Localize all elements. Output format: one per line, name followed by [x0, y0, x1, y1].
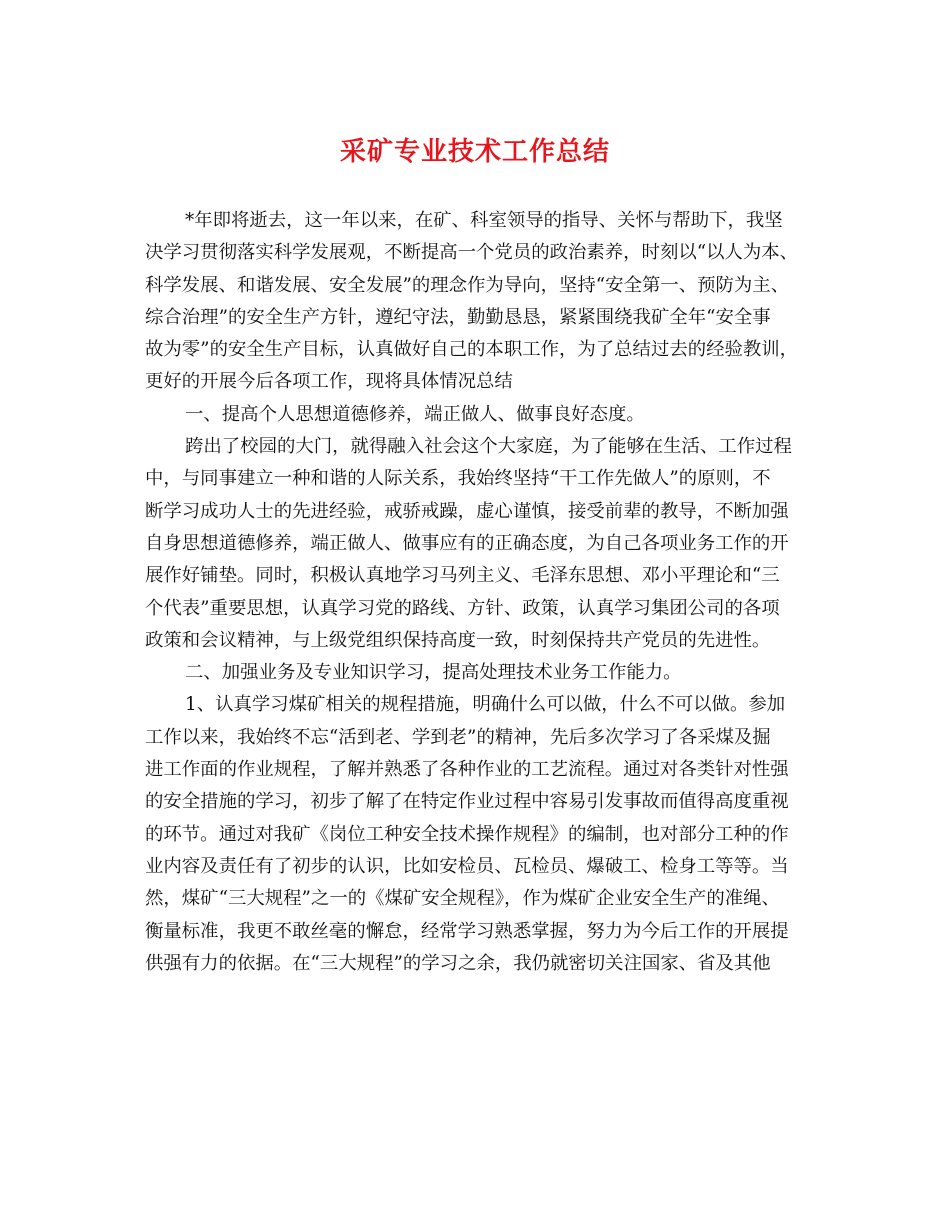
- paragraph-line: *年即将逝去，这一年以来，在矿、科室领导的指导、关怀与帮助下，我坚: [185, 210, 783, 231]
- document-title: 采矿专业技术工作总结: [339, 137, 610, 167]
- paragraph-line: 综合治理”的安全生产方针，遵纪守法，勤勤恳恳，紧紧围绕我矿全年“安全事: [145, 306, 771, 328]
- paragraph-line: 衡量标准，我更不敢丝毫的懈怠，经常学习熟悉掌握，努力为今后工作的开展提: [145, 920, 789, 942]
- paragraph-line: 更好的开展今后各项工作，现将具体情况总结: [145, 371, 513, 393]
- paragraph-line: 然，煤矿“三大规程”之一的《煤矿安全规程》，作为煤矿企业安全生产的准绳、: [145, 888, 780, 910]
- paragraph-line: 的安全措施的学习，初步了解了在特定作业过程中容易引发事故而值得高度重视: [145, 791, 789, 813]
- paragraph-line: 科学发展、和谐发展、安全发展”的理念作为导向，坚持“安全第一、预防为主、: [145, 274, 790, 296]
- section-heading: 二、加强业务及专业知识学习，提高处理技术业务工作能力。: [185, 662, 682, 684]
- paragraph-line: 供强有力的依据。在“三大规程”的学习之余，我仍就密切关注国家、省及其他: [145, 952, 771, 974]
- paragraph-line: 1、认真学习煤矿相关的规程措施，明确什么可以做，什么不可以做。参加: [185, 694, 786, 716]
- paragraph-line: 决学习贯彻落实科学发展观，不断提高一个党员的政治素养，时刻以“以人为本、: [145, 242, 799, 264]
- paragraph-line: 中，与同事建立一种和谐的人际关系，我始终坚持“干工作先做人”的原则，不: [145, 468, 771, 490]
- paragraph-line: 工作以来，我始终不忘“活到老、学到老”的精神，先后多次学习了各采煤及掘: [145, 726, 771, 748]
- paragraph-line: 的环节。通过对我矿《岗位工种安全技术操作规程》的编制，也对部分工种的作: [145, 823, 789, 845]
- paragraph-line: 断学习成功人士的先进经验，戒骄戒躁，虚心谨慎，接受前辈的教导，不断加强: [145, 500, 789, 522]
- paragraph-line: 展作好铺垫。同时，积极认真地学习马列主义、毛泽东思想、邓小平理论和“三: [145, 565, 780, 587]
- paragraph-line: 故为零”的安全生产目标，认真做好自己的本职工作，为了总结过去的经验教训，: [145, 339, 799, 361]
- paragraph-line: 业内容及责任有了初步的认识，比如安检员、瓦检员、爆破工、检身工等等。当: [145, 855, 789, 877]
- paragraph-line: 政策和会议精神，与上级党组织保持高度一致，时刻保持共产党员的先进性。: [145, 629, 771, 651]
- paragraph-line: 跨出了校园的大门，就得融入社会这个大家庭，为了能够在生活、工作过程: [185, 436, 792, 458]
- document-body: [145, 205, 807, 980]
- section-heading: 一、提高个人思想道德修养，端正做人、做事良好态度。: [185, 403, 645, 425]
- paragraph-line: 个代表”重要思想，认真学习党的路线、方针、政策，认真学习集团公司的各项: [145, 597, 780, 619]
- paragraph-line: 自身思想道德修养，端正做人、做事应有的正确态度，为自己各项业务工作的开: [145, 532, 789, 554]
- paragraph-line: 进工作面的作业规程，了解并熟悉了各种作业的工艺流程。通过对各类针对性强: [145, 759, 789, 781]
